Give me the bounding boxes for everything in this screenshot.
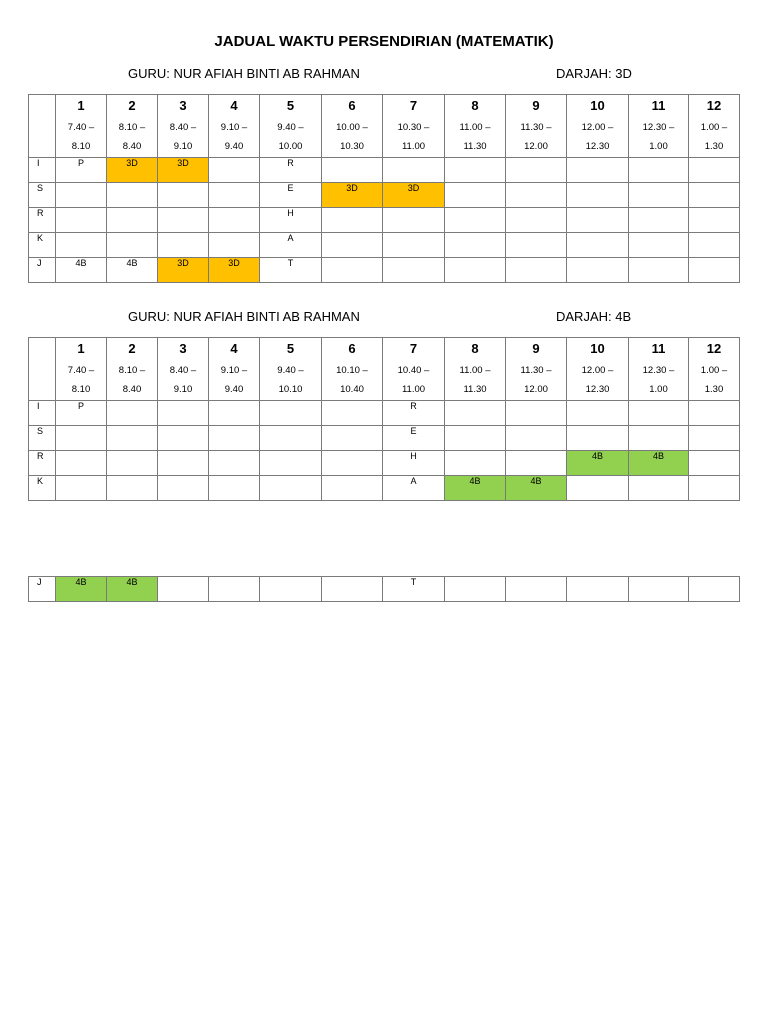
period-end: 12.30 <box>585 384 610 395</box>
period-start: 8.40 – <box>169 365 197 376</box>
period-start: 10.40 – <box>397 365 430 376</box>
timetable-cell <box>322 158 383 183</box>
period-end: 11.00 <box>401 384 426 395</box>
timetable-cell <box>107 183 158 208</box>
teacher-label: GURU: NUR AFIAH BINTI AB RAHMAN <box>128 66 360 81</box>
timetable-cell <box>209 401 260 426</box>
timetable-cell <box>629 426 689 451</box>
timetable-cell <box>56 183 107 208</box>
period-number: 12 <box>706 98 722 113</box>
timetable-cell <box>260 426 322 451</box>
period-start: 8.10 – <box>118 365 146 376</box>
timetable-cell: 4B <box>56 577 107 602</box>
timetable-cell <box>689 577 740 602</box>
period-number: 6 <box>348 341 356 356</box>
timetable-cell <box>383 258 445 283</box>
timetable-4b <box>28 337 740 501</box>
period-number: 7 <box>409 341 418 356</box>
timetable-cell <box>445 451 506 476</box>
day-row <box>29 258 740 283</box>
timetable-cell <box>629 577 689 602</box>
period-end: 8.10 <box>71 384 91 395</box>
timetable-cell <box>689 401 740 426</box>
period-end: 12.00 <box>524 384 548 395</box>
timetable-cell <box>445 208 506 233</box>
timetable-cell <box>209 426 260 451</box>
day-row <box>29 233 740 258</box>
timetable-cell <box>322 451 383 476</box>
period-header <box>158 95 209 158</box>
period-header <box>689 338 740 401</box>
timetable-cell <box>689 258 740 283</box>
period-start: 9.10 – <box>220 122 248 133</box>
timetable-cell <box>107 401 158 426</box>
day-row <box>29 476 740 501</box>
period-number: 4 <box>230 341 238 356</box>
timetable-cell: 3D <box>383 183 445 208</box>
period-number: 5 <box>286 341 295 356</box>
timetable-cell: 4B <box>445 476 506 501</box>
timetable-cell <box>209 208 260 233</box>
period-start: 10.30 – <box>397 122 430 133</box>
period-header <box>383 95 445 158</box>
timetable-cell: 3D <box>158 258 209 283</box>
timetable-cell <box>445 183 506 208</box>
period-header <box>689 95 740 158</box>
period-header <box>322 95 383 158</box>
timetable-cell <box>629 183 689 208</box>
period-number: 7 <box>409 98 418 113</box>
period-end: 1.00 <box>649 141 668 152</box>
timetable-cell <box>567 476 629 501</box>
corner-cell <box>29 95 56 158</box>
period-header <box>445 338 506 401</box>
timetable-cell <box>107 451 158 476</box>
timetable-cell: 3D <box>322 183 383 208</box>
day-letter: J <box>29 258 56 283</box>
period-end: 8.40 <box>122 141 142 152</box>
timetable-cell <box>629 208 689 233</box>
timetable-cell: T <box>383 577 445 602</box>
page-title: JADUAL WAKTU PERSENDIRIAN (MATEMATIK) <box>214 33 554 50</box>
period-start: 11.00 – <box>459 365 491 376</box>
timetable-cell <box>56 426 107 451</box>
timetable-cell <box>158 233 209 258</box>
timetable-cell <box>322 401 383 426</box>
period-header <box>383 338 445 401</box>
timetable-cell <box>567 577 629 602</box>
period-end: 11.30 <box>463 384 487 395</box>
period-start: 9.10 – <box>220 365 248 376</box>
timetable-cell <box>383 158 445 183</box>
period-start: 9.40 – <box>277 122 304 133</box>
timetable-cell <box>567 401 629 426</box>
period-start: 12.00 – <box>581 365 614 376</box>
timetable-cell <box>445 577 506 602</box>
timetable-cell: E <box>383 426 445 451</box>
timetable-cell <box>56 476 107 501</box>
timetable-cell <box>322 476 383 501</box>
period-header <box>629 338 689 401</box>
period-end: 8.10 <box>71 141 91 152</box>
timetable-cell <box>506 208 567 233</box>
timetable-cell <box>567 208 629 233</box>
timetable-cell <box>689 476 740 501</box>
period-start: 1.00 – <box>700 365 728 376</box>
period-end: 10.10 <box>278 384 303 395</box>
day-letter: I <box>29 158 56 183</box>
period-start: 8.10 – <box>118 122 146 133</box>
timetable-cell: 3D <box>107 158 158 183</box>
timetable-cell <box>567 258 629 283</box>
timetable-cell <box>629 233 689 258</box>
timetable-cell: 4B <box>629 451 689 476</box>
timetable-cell <box>209 233 260 258</box>
timetable-cell <box>506 426 567 451</box>
timetable-cell <box>322 208 383 233</box>
timetable-cell: H <box>260 208 322 233</box>
timetable-cell: 4B <box>107 258 158 283</box>
period-number: 11 <box>651 341 666 356</box>
timetable-cell <box>209 183 260 208</box>
period-end: 11.00 <box>401 141 426 152</box>
period-header <box>506 338 567 401</box>
day-letter: K <box>29 476 56 501</box>
day-letter: J <box>29 577 56 602</box>
period-header <box>506 95 567 158</box>
period-end: 9.10 <box>173 384 193 395</box>
timetable-cell <box>445 426 506 451</box>
period-header <box>260 95 322 158</box>
timetable-cell: A <box>260 233 322 258</box>
timetable-cell <box>260 451 322 476</box>
period-number: 6 <box>348 98 356 113</box>
period-number: 10 <box>590 341 605 356</box>
header-row <box>29 95 740 158</box>
period-end: 1.00 <box>649 384 668 395</box>
timetable-cell <box>56 451 107 476</box>
period-number: 8 <box>471 98 479 113</box>
timetable-cell <box>56 208 107 233</box>
period-start: 11.00 – <box>459 122 491 133</box>
period-header <box>567 338 629 401</box>
timetable-cell <box>445 401 506 426</box>
period-header <box>56 95 107 158</box>
timetable-cell: H <box>383 451 445 476</box>
timetable-cell <box>158 208 209 233</box>
day-letter: I <box>29 401 56 426</box>
timetable-cell <box>158 401 209 426</box>
timetable-cell <box>158 451 209 476</box>
timetable-cell <box>567 426 629 451</box>
timetable-cell <box>629 158 689 183</box>
timetable-cell: 4B <box>506 476 567 501</box>
timetable-cell <box>506 158 567 183</box>
day-letter: R <box>29 451 56 476</box>
timetable-cell <box>260 577 322 602</box>
period-end: 9.40 <box>224 141 244 152</box>
period-number: 12 <box>706 341 722 356</box>
period-start: 12.30 – <box>642 122 675 133</box>
timetable-cell: 3D <box>158 158 209 183</box>
period-number: 2 <box>128 341 136 356</box>
timetable-cell <box>506 577 567 602</box>
day-row <box>29 401 740 426</box>
period-number: 3 <box>179 341 187 356</box>
header-row <box>29 338 740 401</box>
timetable-cell: E <box>260 183 322 208</box>
period-number: 1 <box>77 341 85 356</box>
timetable-cell <box>322 258 383 283</box>
timetable-cell <box>445 233 506 258</box>
timetable-cell <box>506 258 567 283</box>
timetable-cell: A <box>383 476 445 501</box>
timetable-cell <box>209 158 260 183</box>
period-header <box>260 338 322 401</box>
period-end: 10.40 <box>340 384 364 395</box>
timetable-cell: P <box>56 401 107 426</box>
timetable-cell <box>689 158 740 183</box>
timetable-cell <box>158 426 209 451</box>
period-start: 11.30 – <box>520 122 552 133</box>
period-header <box>629 95 689 158</box>
corner-cell <box>29 338 56 401</box>
timetable-cell <box>107 426 158 451</box>
timetable-cell <box>158 577 209 602</box>
period-start: 10.00 – <box>336 122 368 133</box>
day-letter: S <box>29 426 56 451</box>
period-header <box>56 338 107 401</box>
timetable-cell <box>260 476 322 501</box>
period-start: 11.30 – <box>520 365 552 376</box>
period-end: 12.30 <box>585 141 610 152</box>
period-start: 9.40 – <box>277 365 304 376</box>
timetable-cell <box>107 208 158 233</box>
period-header <box>445 95 506 158</box>
period-end: 10.00 <box>278 141 303 152</box>
timetable-cell: T <box>260 258 322 283</box>
timetable-cell <box>689 183 740 208</box>
timetable-cell <box>445 258 506 283</box>
timetable-cell <box>158 476 209 501</box>
timetable-cell <box>506 451 567 476</box>
timetable-cell <box>322 426 383 451</box>
period-number: 3 <box>179 98 187 113</box>
period-start: 12.00 – <box>581 122 614 133</box>
period-end: 1.30 <box>704 384 724 395</box>
timetable-cell <box>158 183 209 208</box>
period-end: 9.40 <box>224 384 244 395</box>
period-end: 8.40 <box>122 384 142 395</box>
day-row <box>29 426 740 451</box>
period-end: 12.00 <box>524 141 548 152</box>
day-letter: K <box>29 233 56 258</box>
day-letter: R <box>29 208 56 233</box>
period-start: 7.40 – <box>67 122 95 133</box>
timetable-cell <box>567 233 629 258</box>
day-row <box>29 451 740 476</box>
timetable-cell <box>629 476 689 501</box>
period-number: 1 <box>77 98 85 113</box>
timetable-cell <box>689 208 740 233</box>
timetable-cell: 3D <box>209 258 260 283</box>
day-row <box>29 158 740 183</box>
timetable-cell: 4B <box>107 577 158 602</box>
timetable-cell <box>567 158 629 183</box>
period-number: 5 <box>286 98 295 113</box>
day-letter: S <box>29 183 56 208</box>
day-row <box>29 183 740 208</box>
teacher-label: GURU: NUR AFIAH BINTI AB RAHMAN <box>128 309 360 324</box>
timetable-cell <box>689 233 740 258</box>
period-start: 8.40 – <box>169 122 197 133</box>
timetable-cell <box>260 401 322 426</box>
period-start: 12.30 – <box>642 365 675 376</box>
timetable-cell <box>209 451 260 476</box>
period-header <box>107 338 158 401</box>
period-start: 7.40 – <box>67 365 95 376</box>
class-label: DARJAH: 3D <box>556 66 632 81</box>
timetable-cell <box>506 183 567 208</box>
period-start: 1.00 – <box>700 122 728 133</box>
period-header <box>158 338 209 401</box>
timetable-cell <box>567 183 629 208</box>
period-end: 11.30 <box>463 141 487 152</box>
period-number: 8 <box>471 341 479 356</box>
timetable-cell <box>506 401 567 426</box>
period-number: 2 <box>128 98 136 113</box>
period-number: 10 <box>590 98 605 113</box>
period-number: 9 <box>532 98 540 113</box>
timetable-cell <box>689 426 740 451</box>
timetable-cell: 4B <box>56 258 107 283</box>
period-number: 4 <box>230 98 238 113</box>
period-header <box>322 338 383 401</box>
day-row <box>29 577 740 602</box>
class-label: DARJAH: 4B <box>556 309 632 324</box>
timetable-cell <box>107 476 158 501</box>
timetable-cell: 4B <box>567 451 629 476</box>
timetable-cell: R <box>383 401 445 426</box>
timetable-cell <box>56 233 107 258</box>
timetable-cell <box>209 577 260 602</box>
timetable-cell <box>383 208 445 233</box>
timetable-cell: P <box>56 158 107 183</box>
period-start: 10.10 – <box>336 365 368 376</box>
period-end: 9.10 <box>173 141 193 152</box>
timetable-cell: R <box>260 158 322 183</box>
period-number: 9 <box>532 341 540 356</box>
timetable-cell <box>506 233 567 258</box>
period-end: 10.30 <box>340 141 364 152</box>
period-header <box>209 338 260 401</box>
period-number: 11 <box>651 98 666 113</box>
timetable-cell <box>629 401 689 426</box>
period-header <box>209 95 260 158</box>
period-header <box>567 95 629 158</box>
timetable-cell <box>629 258 689 283</box>
timetable-cell <box>209 476 260 501</box>
timetable-cell <box>107 233 158 258</box>
period-header <box>107 95 158 158</box>
timetable-cell <box>445 158 506 183</box>
timetable-cell <box>689 451 740 476</box>
period-end: 1.30 <box>704 141 724 152</box>
timetable-cell <box>322 577 383 602</box>
timetable-4b-continued <box>28 576 740 602</box>
day-row <box>29 208 740 233</box>
timetable-cell <box>322 233 383 258</box>
timetable-cell <box>383 233 445 258</box>
timetable-3d <box>28 94 740 283</box>
